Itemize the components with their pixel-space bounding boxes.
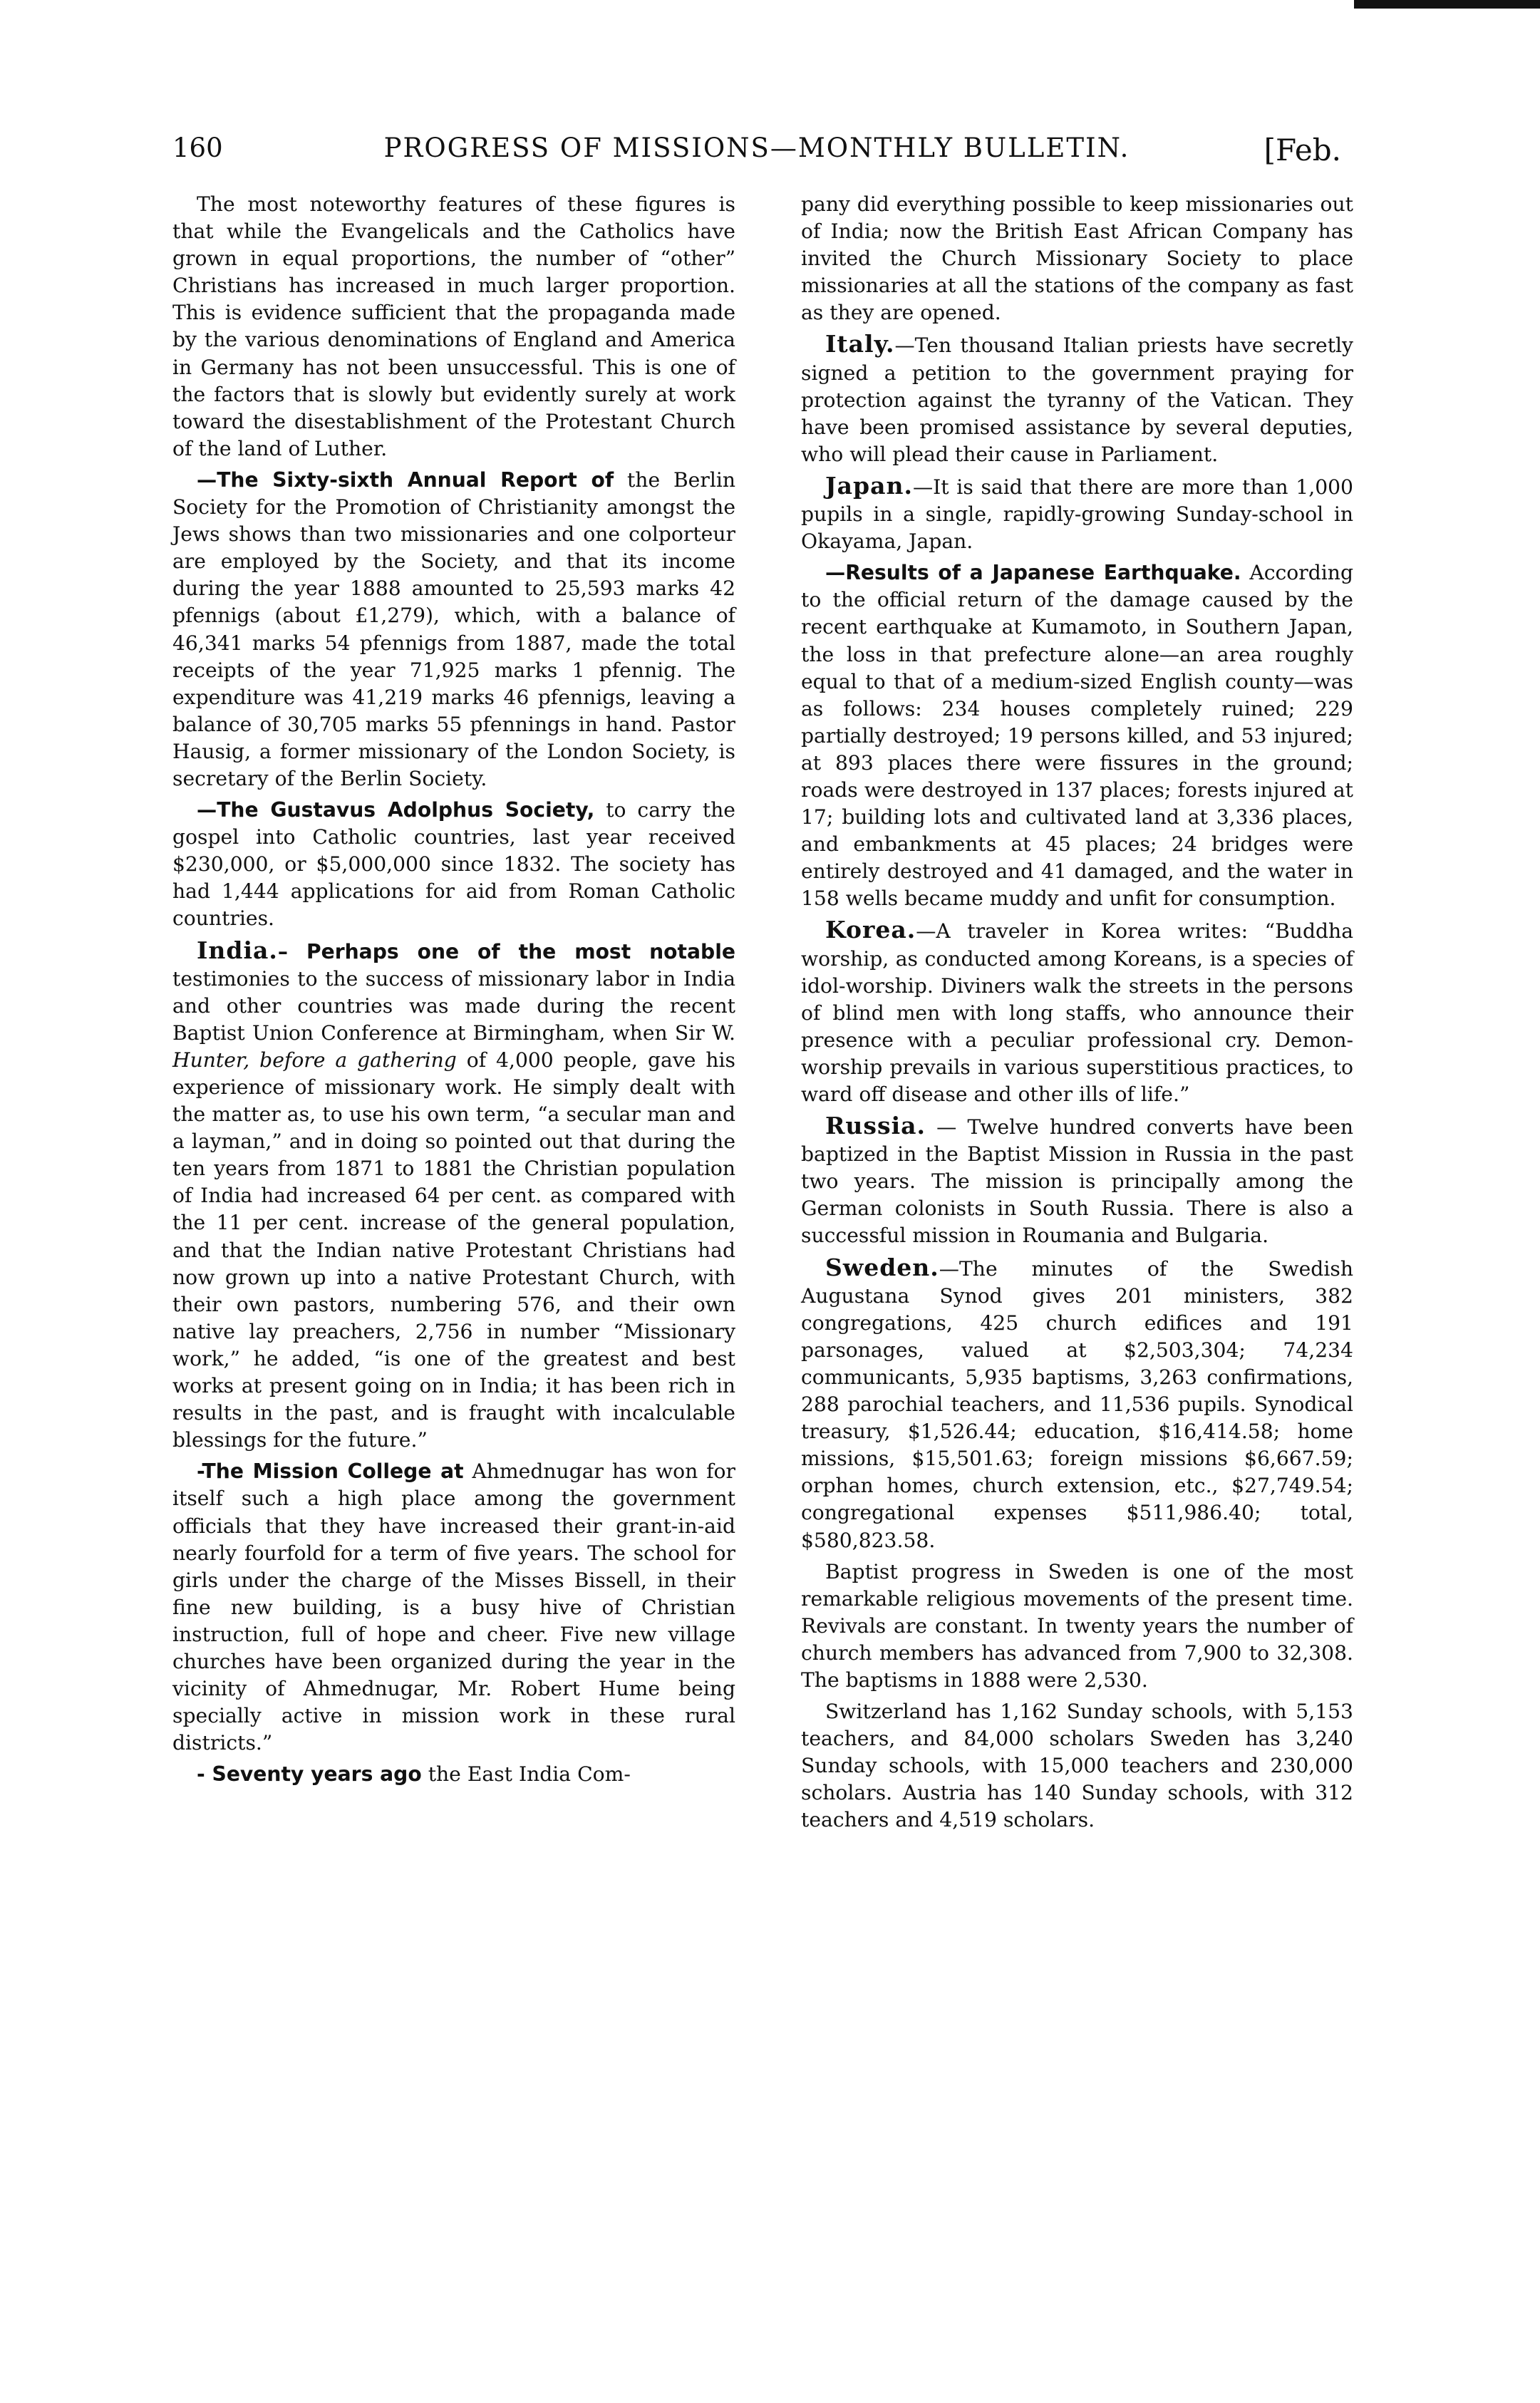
paragraph-sunday-schools: Switzerland has 1,162 Sunday schools, with 5,153 teachers, and 84,000 scholars Sweden has 3,240 Sunday schools, with 15,000 teachers and 230,000 scholars. Austria has 140 Sunday schools, with 312 teachers and 4,519 scholars. <box>801 1700 1353 1832</box>
section-heading-japan: Japan. <box>825 471 913 500</box>
left-column <box>172 191 735 1788</box>
paragraph-east-india <box>172 1761 735 1788</box>
paragraph-india <box>172 937 735 1454</box>
lead-in: - Seventy years ago <box>197 1762 422 1787</box>
paragraph-body: —A traveler in Korea writes: “Buddha worship, as conducted among Koreans, is a species of idol-worship. Diviners walk the streets in the persons of blind men with long staffs, who announce their presence with a peculiar professional cry. Demon-worship prevails in various superstitious practices, to ward off disease and other ills of life.” <box>801 919 1353 1106</box>
lead-in: —The Sixty-sixth Annual Report of <box>197 467 614 492</box>
paragraph-berlin-society <box>172 467 735 792</box>
paragraph-body: to carry the gospel into Catholic countries, last year received $230,000, or $5,000,000 since 1832. The society has had 1,444 applications for aid from Roman Catholic countries. <box>172 798 735 931</box>
paragraph-italy <box>801 331 1353 467</box>
top-edge-rule <box>1354 0 1540 9</box>
paragraph-body: Ahmednugar has won for itself such a high place among the government officials that they have increased their grant-in-aid nearly fourfold for a term of five years. The school for girls under the charge of the Misses Bissell, in their fine new building, is a busy hive of Christian instruction, full of hope and cheer. Five new village churches have been organized during the year in the vicinity of Ahmednugar, Mr. Robert Hume being specially active in mission work in these rural districts.” <box>172 1459 735 1755</box>
paragraph-mission-college <box>172 1458 735 1757</box>
paragraph-continued: pany did everything possible to keep missionaries out of India; now the British East African Company has invited the Church Missionary Society to place missionaries at all the stations of the company as fast as they are opened. <box>801 192 1353 325</box>
paragraph-body: According to the official return of the damage caused by the recent earthquake at Kumamoto, in Southern Japan, the loss in that prefecture alone—an area roughly equal to that of a medium-sized English county—was as follows: 234 houses completely ruined; 229 partially destroyed; 19 persons killed, and 53 injured; at 893 places there were fissures in the ground; roads were destroyed in 137 places; forests injured at 17; building lots and cultivated land at 3,336 places, and embankments at 45 places; 24 bridges were entirely destroyed and 41 damaged, and the water in 158 wells became muddy and unfit for consumption. <box>801 561 1353 911</box>
section-heading-sweden: Sweden. <box>825 1253 939 1281</box>
right-column <box>801 191 1353 1834</box>
paragraph-korea <box>801 916 1353 1108</box>
paragraph-gustavus-adolphus <box>172 797 735 932</box>
paragraph-earthquake <box>801 559 1353 912</box>
paragraph-body: —Ten thousand Italian priests have secretly signed a petition to the government praying for protection against the tyranny of the Vatican. They have been promised assistance by several deputies, who will plead their cause in Parliament. <box>801 334 1353 466</box>
paragraph-italic: Hunter, before a gathering <box>172 1048 457 1072</box>
issue-month: [Feb. <box>1263 133 1341 167</box>
paragraph-sweden <box>801 1254 1353 1554</box>
paragraph-japan <box>801 472 1353 555</box>
paragraph-baptist-progress: Baptist progress in Sweden is one of the most remarkable religious movements of the present time. Revivals are constant. In twenty years the number of church members has advanced from 7,900 to 32,308. The baptisms in 1888 were 2,530. <box>801 1559 1353 1692</box>
lead-in: – Perhaps one of the most notable <box>277 939 735 963</box>
paragraph-russia <box>801 1112 1353 1249</box>
paragraph-body: testimonies to the success of missionary labor in India and other countries was made during the recent Baptist Union Conference at Birmingham, when Sir W. <box>172 966 735 1045</box>
lead-in: -The Mission College at <box>197 1459 464 1484</box>
paragraph-body: the Berlin Society for the Promotion of Christianity amongst the Jews shows than two missionaries and one colporteur are employed by the Society, and that its income during the year 1888 amounted to 25,593 marks 42 pfennigs (about £1,279), which, with a balance of 46,341 marks 54 pfennigs from 1887, made the total receipts of the year 71,925 marks 1 pfennig. The expenditure was 41,219 marks 46 pfennigs, leaving a balance of 30,705 marks 55 pfennings in hand. Pastor Hausig, a former missionary of the London Society, is secretary of the Berlin Society. <box>172 467 736 790</box>
section-heading-russia: Russia. <box>825 1112 926 1140</box>
paragraph-german-churches: The most noteworthy features of these figures is that while the Evangelicals and the Catholics have grown in equal proportions, the number of “other” Christians has increased in much larger proportion. This is evidence sufficient that the propaganda made by the various denominations of England and America in Germany has not been unsuccessful. This is one of the factors that is slowly but evidently surely at work toward the disestablishment of the Protestant Church of the land of Luther. <box>172 192 735 460</box>
paragraph-body: of 4,000 people, gave his experience of missionary work. He simply dealt with the matter as, to use his own term, “a secular man and a layman,” and in doing so pointed out that during the ten years from 1871 to 1881 the Christian population of India had increased 64 per cent. as compared with the 11 per cent. increase of the general population, and that the Indian native Protestant Christians had now grown up into a native Protestant Church, with their own pastors, numbering 576, and their own native lay preachers, 2,756 in number “Missionary work,” he added, “is one of the greatest and best works at present going on in India; it has been rich in results in the past, and is fraught with incalculable blessings for the future.” <box>172 1048 735 1452</box>
section-heading-italy: Italy. <box>825 330 895 358</box>
running-header <box>172 133 1341 175</box>
section-heading-india: India. <box>197 936 278 964</box>
paragraph-body: —The minutes of the Swedish Augustana Synod gives 201 ministers, 382 congregations, 425 church edifices and 191 parsonages, valued at $2,503,304; 74,234 communicants, 5,935 baptisms, 3,263 confirmations, 288 parochial teachers, and 11,536 pupils. Synodical treasury, $1,526.44; education, $16,414.58; home missions, $15,501.63; foreign missions $6,667.59; orphan homes, church extension, etc., $27,749.54; congregational expenses $511,986.40; total, $580,823.58. <box>801 1256 1353 1552</box>
paragraph-body: the East India Com- <box>421 1762 631 1787</box>
running-title: PROGRESS OF MISSIONS—MONTHLY BULLETIN. <box>383 133 1130 163</box>
page-number: 160 <box>172 133 223 163</box>
section-heading-korea: Korea. <box>825 916 916 944</box>
paragraph-body: —It is said that there are more than 1,000 pupils in a single, rapidly-growing Sunday-school in Okayama, Japan. <box>801 475 1353 554</box>
lead-in: —The Gustavus Adolphus Society, <box>197 798 595 822</box>
lead-in: —Results of a Japanese Earthquake. <box>825 561 1241 585</box>
paragraph-body: — Twelve hundred converts have been baptized in the Baptist Mission in Russia in the past two years. The mission is principally among the German colonists in South Russia. There is also a successful mission in Roumania and Bulgaria. <box>801 1115 1353 1248</box>
